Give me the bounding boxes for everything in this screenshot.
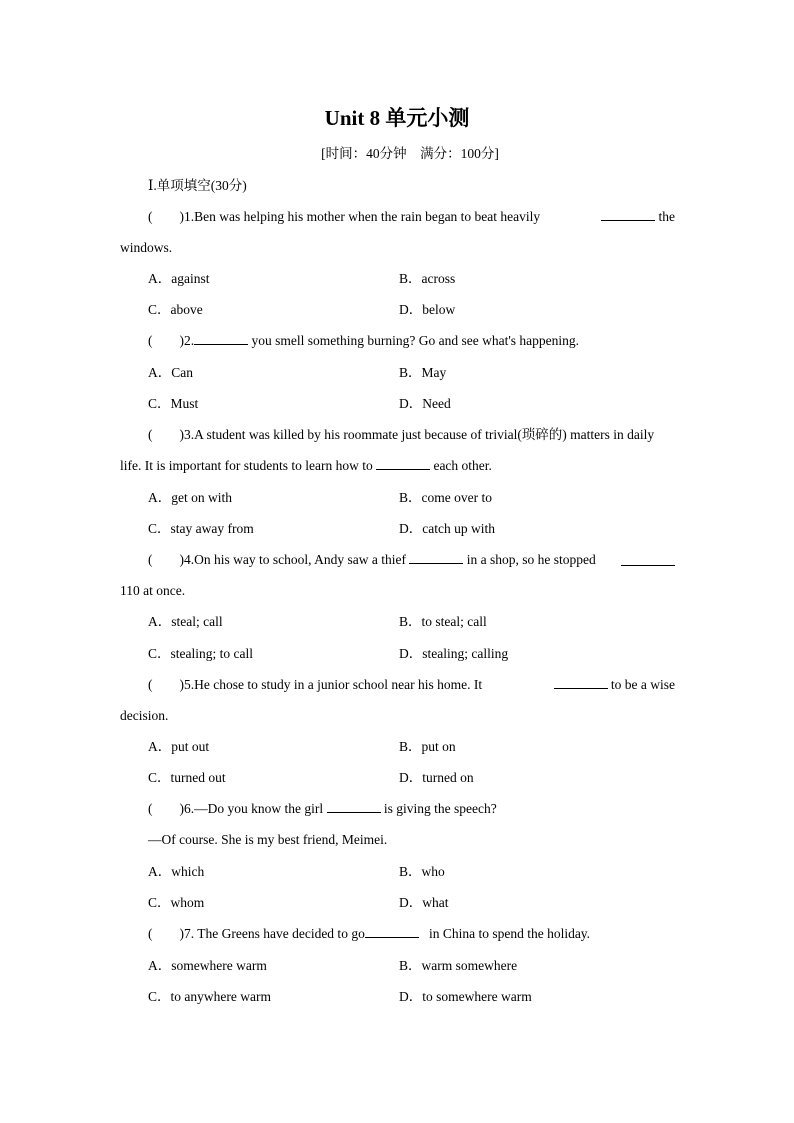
option-d: D．turned on bbox=[399, 770, 474, 785]
question-1-line-1 bbox=[148, 207, 675, 227]
option-c: C．whom bbox=[148, 895, 205, 910]
question-7-line-1 bbox=[148, 924, 590, 944]
question-4-text-2: in a shop, so he stopped bbox=[466, 552, 596, 567]
question-6-text-2: is giving the speech? bbox=[383, 801, 497, 816]
answer-blank bbox=[601, 207, 655, 221]
question-6-line-1 bbox=[148, 799, 497, 819]
question-3-line-1 bbox=[148, 425, 654, 445]
question-3-text-2: life. It is important for students to learn how to bbox=[120, 458, 373, 473]
section-heading: Ⅰ.单项填空(30分) bbox=[148, 178, 247, 193]
question-1-text: 1.Ben was helping his mother when the rain began to beat heavily bbox=[184, 209, 541, 224]
option-d: D．what bbox=[399, 895, 449, 910]
question-3-line-2 bbox=[120, 456, 492, 476]
answer-blank bbox=[365, 924, 419, 938]
test-info: [时间：40分钟 满分：100分] bbox=[321, 146, 499, 161]
answer-parenthesis: ( ) bbox=[148, 677, 184, 692]
answer-blank bbox=[194, 331, 248, 345]
option-d: D．to somewhere warm bbox=[399, 989, 532, 1004]
option-b: B．who bbox=[399, 864, 445, 879]
option-c: C．stay away from bbox=[148, 521, 254, 536]
option-a: A．somewhere warm bbox=[148, 958, 267, 973]
answer-parenthesis: ( ) bbox=[148, 333, 184, 348]
question-3-text: 3.A student was killed by his roommate just because of trivial(琐碎的) matters in daily bbox=[184, 427, 655, 442]
answer-parenthesis: ( ) bbox=[148, 552, 184, 567]
answer-blank bbox=[621, 552, 675, 566]
page-title: Unit 8 单元小测 bbox=[324, 106, 470, 130]
option-b: B．warm somewhere bbox=[399, 958, 518, 973]
answer-parenthesis: ( ) bbox=[148, 209, 184, 224]
option-c: C．stealing; to call bbox=[148, 646, 253, 661]
option-a: A．steal; call bbox=[148, 614, 223, 629]
question-2-number: 2. bbox=[184, 333, 195, 348]
question-2-text: you smell something burning? Go and see what's happening. bbox=[251, 333, 580, 348]
option-b: B．put on bbox=[399, 739, 456, 754]
answer-blank bbox=[327, 799, 381, 813]
question-2-line-1 bbox=[148, 331, 579, 351]
question-7-text-2: in China to spend the holiday. bbox=[418, 926, 591, 941]
question-5-text-2: to be a wise bbox=[610, 677, 675, 692]
option-d: D．stealing; calling bbox=[399, 646, 509, 661]
question-6-line-2: —Of course. She is my best friend, Meimei. bbox=[148, 832, 388, 847]
option-a: A．put out bbox=[148, 739, 210, 754]
question-4-line-2: 110 at once. bbox=[120, 583, 186, 598]
answer-blank bbox=[409, 550, 463, 564]
option-c: C．turned out bbox=[148, 770, 226, 785]
answer-parenthesis: ( ) bbox=[148, 427, 184, 442]
question-1-line-2: windows. bbox=[120, 240, 173, 255]
option-b: B．come over to bbox=[399, 490, 492, 505]
option-b: B．to steal; call bbox=[399, 614, 487, 629]
question-5-line-2: decision. bbox=[120, 708, 169, 723]
option-d: D．Need bbox=[399, 396, 451, 411]
option-c: C．above bbox=[148, 302, 203, 317]
option-b: B．May bbox=[399, 365, 447, 380]
question-7-text: 7. The Greens have decided to go bbox=[184, 926, 365, 941]
option-a: A．which bbox=[148, 864, 205, 879]
answer-blank bbox=[554, 675, 608, 689]
question-5-line-1 bbox=[148, 675, 675, 695]
option-c: C．to anywhere warm bbox=[148, 989, 271, 1004]
answer-parenthesis: ( ) bbox=[148, 926, 184, 941]
option-a: A．get on with bbox=[148, 490, 232, 505]
question-6-text: 6.—Do you know the girl bbox=[184, 801, 324, 816]
option-d: D．catch up with bbox=[399, 521, 495, 536]
option-b: B．across bbox=[399, 271, 456, 286]
question-4-text: 4.On his way to school, Andy saw a thief bbox=[184, 552, 406, 567]
option-c: C．Must bbox=[148, 396, 199, 411]
question-4-line-1 bbox=[148, 550, 675, 570]
option-d: D．below bbox=[399, 302, 456, 317]
option-a: A．Can bbox=[148, 365, 193, 380]
question-3-text-3: each other. bbox=[433, 458, 492, 473]
question-1-text-end: the bbox=[658, 209, 675, 224]
option-a: A．against bbox=[148, 271, 210, 286]
answer-blank bbox=[376, 456, 430, 470]
answer-parenthesis: ( ) bbox=[148, 801, 184, 816]
question-5-text: 5.He chose to study in a junior school near his home. It bbox=[184, 677, 483, 692]
